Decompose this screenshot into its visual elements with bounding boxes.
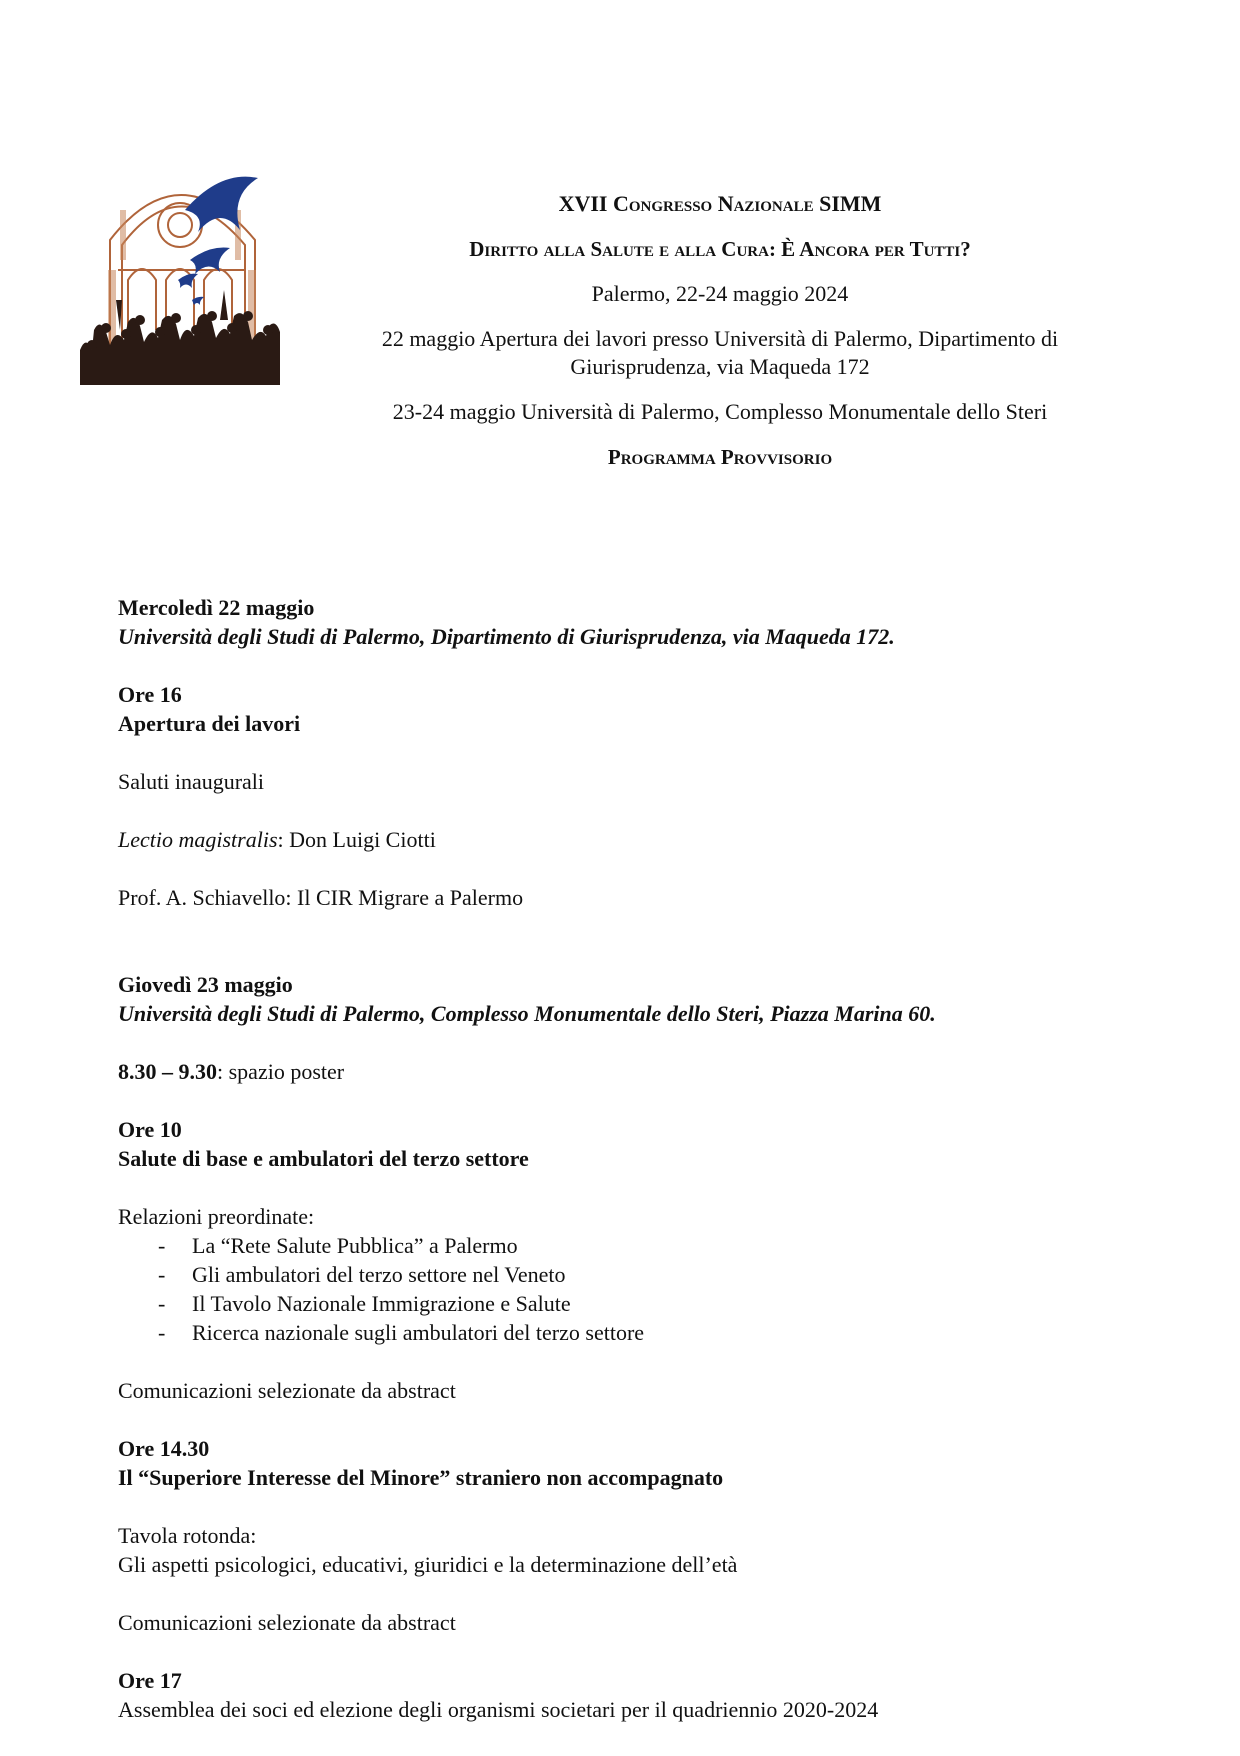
s1-title: Salute di base e ambulatori del terzo settore xyxy=(118,1146,529,1171)
s1-list xyxy=(118,1231,1138,1347)
day1-lectio xyxy=(118,825,1138,854)
list-item: - Ricerca nazionale sugli ambulatori del terzo settore xyxy=(158,1318,1138,1347)
s3-time: Ore 17 xyxy=(118,1668,182,1693)
s2-round-topic: Gli aspetti psicologici, educativi, giuridici e la determinazione dell’età xyxy=(118,1552,738,1577)
s2-time: Ore 14.30 xyxy=(118,1436,210,1461)
day2-venue: Università degli Studi di Palermo, Complesso Monumentale dello Steri, Piazza Marina 60. xyxy=(118,1001,936,1026)
day2-date: Giovedì 23 maggio xyxy=(118,972,293,997)
day1-session-title: Apertura dei lavori xyxy=(118,711,301,736)
s3-text: Assemblea dei soci ed elezione degli organismi societari per il quadriennio 2020-2024 xyxy=(118,1697,879,1722)
opening-info: 22 maggio Apertura dei lavori presso Università di Palermo, Dipartimento di Giurisprudenza, via Maqueda 172 xyxy=(381,326,1059,379)
programme-body xyxy=(118,593,1138,1724)
s2-round: Tavola rotonda: xyxy=(118,1523,257,1548)
list-item: - La “Rete Salute Pubblica” a Palermo xyxy=(158,1231,1138,1260)
day1-session-time: Ore 16 xyxy=(118,682,182,707)
simm-logo xyxy=(80,150,280,400)
s1-intro: Relazioni preordinate: xyxy=(118,1204,315,1229)
list-item: - Il Tavolo Nazionale Immigrazione e Salute xyxy=(158,1289,1138,1318)
s2-title: Il “Superiore Interesse del Minore” straniero non accompagnato xyxy=(118,1465,724,1490)
poster-text: : spazio poster xyxy=(217,1059,345,1084)
congress-title: XVII Congresso Nazionale SIMM xyxy=(558,191,882,216)
day1-date: Mercoledì 22 maggio xyxy=(118,595,315,620)
congress-subtitle: Diritto alla Salute e alla Cura: È Ancora per Tutti? xyxy=(469,237,971,261)
lectio-speaker: : Don Luigi Ciotti xyxy=(277,827,436,852)
list-item: - Gli ambulatori del terzo settore nel Veneto xyxy=(158,1260,1138,1289)
document-header xyxy=(320,190,1120,488)
poster-slot xyxy=(118,1057,1138,1086)
s1-time: Ore 10 xyxy=(118,1117,182,1142)
day1-greetings: Saluti inaugurali xyxy=(118,769,265,794)
poster-time: 8.30 – 9.30 xyxy=(118,1059,217,1084)
programme-label: Programma Provvisorio xyxy=(607,445,833,469)
s2-comms: Comunicazioni selezionate da abstract xyxy=(118,1610,456,1635)
place-date: Palermo, 22-24 maggio 2024 xyxy=(591,281,849,306)
venue-info: 23-24 maggio Università di Palermo, Complesso Monumentale dello Steri xyxy=(392,399,1048,424)
day1-venue: Università degli Studi di Palermo, Dipartimento di Giurisprudenza, via Maqueda 172. xyxy=(118,624,895,649)
lectio-label: Lectio magistralis xyxy=(118,827,278,852)
day1-talk: Prof. A. Schiavello: Il CIR Migrare a Palermo xyxy=(118,885,524,910)
s1-comms: Comunicazioni selezionate da abstract xyxy=(118,1378,456,1403)
